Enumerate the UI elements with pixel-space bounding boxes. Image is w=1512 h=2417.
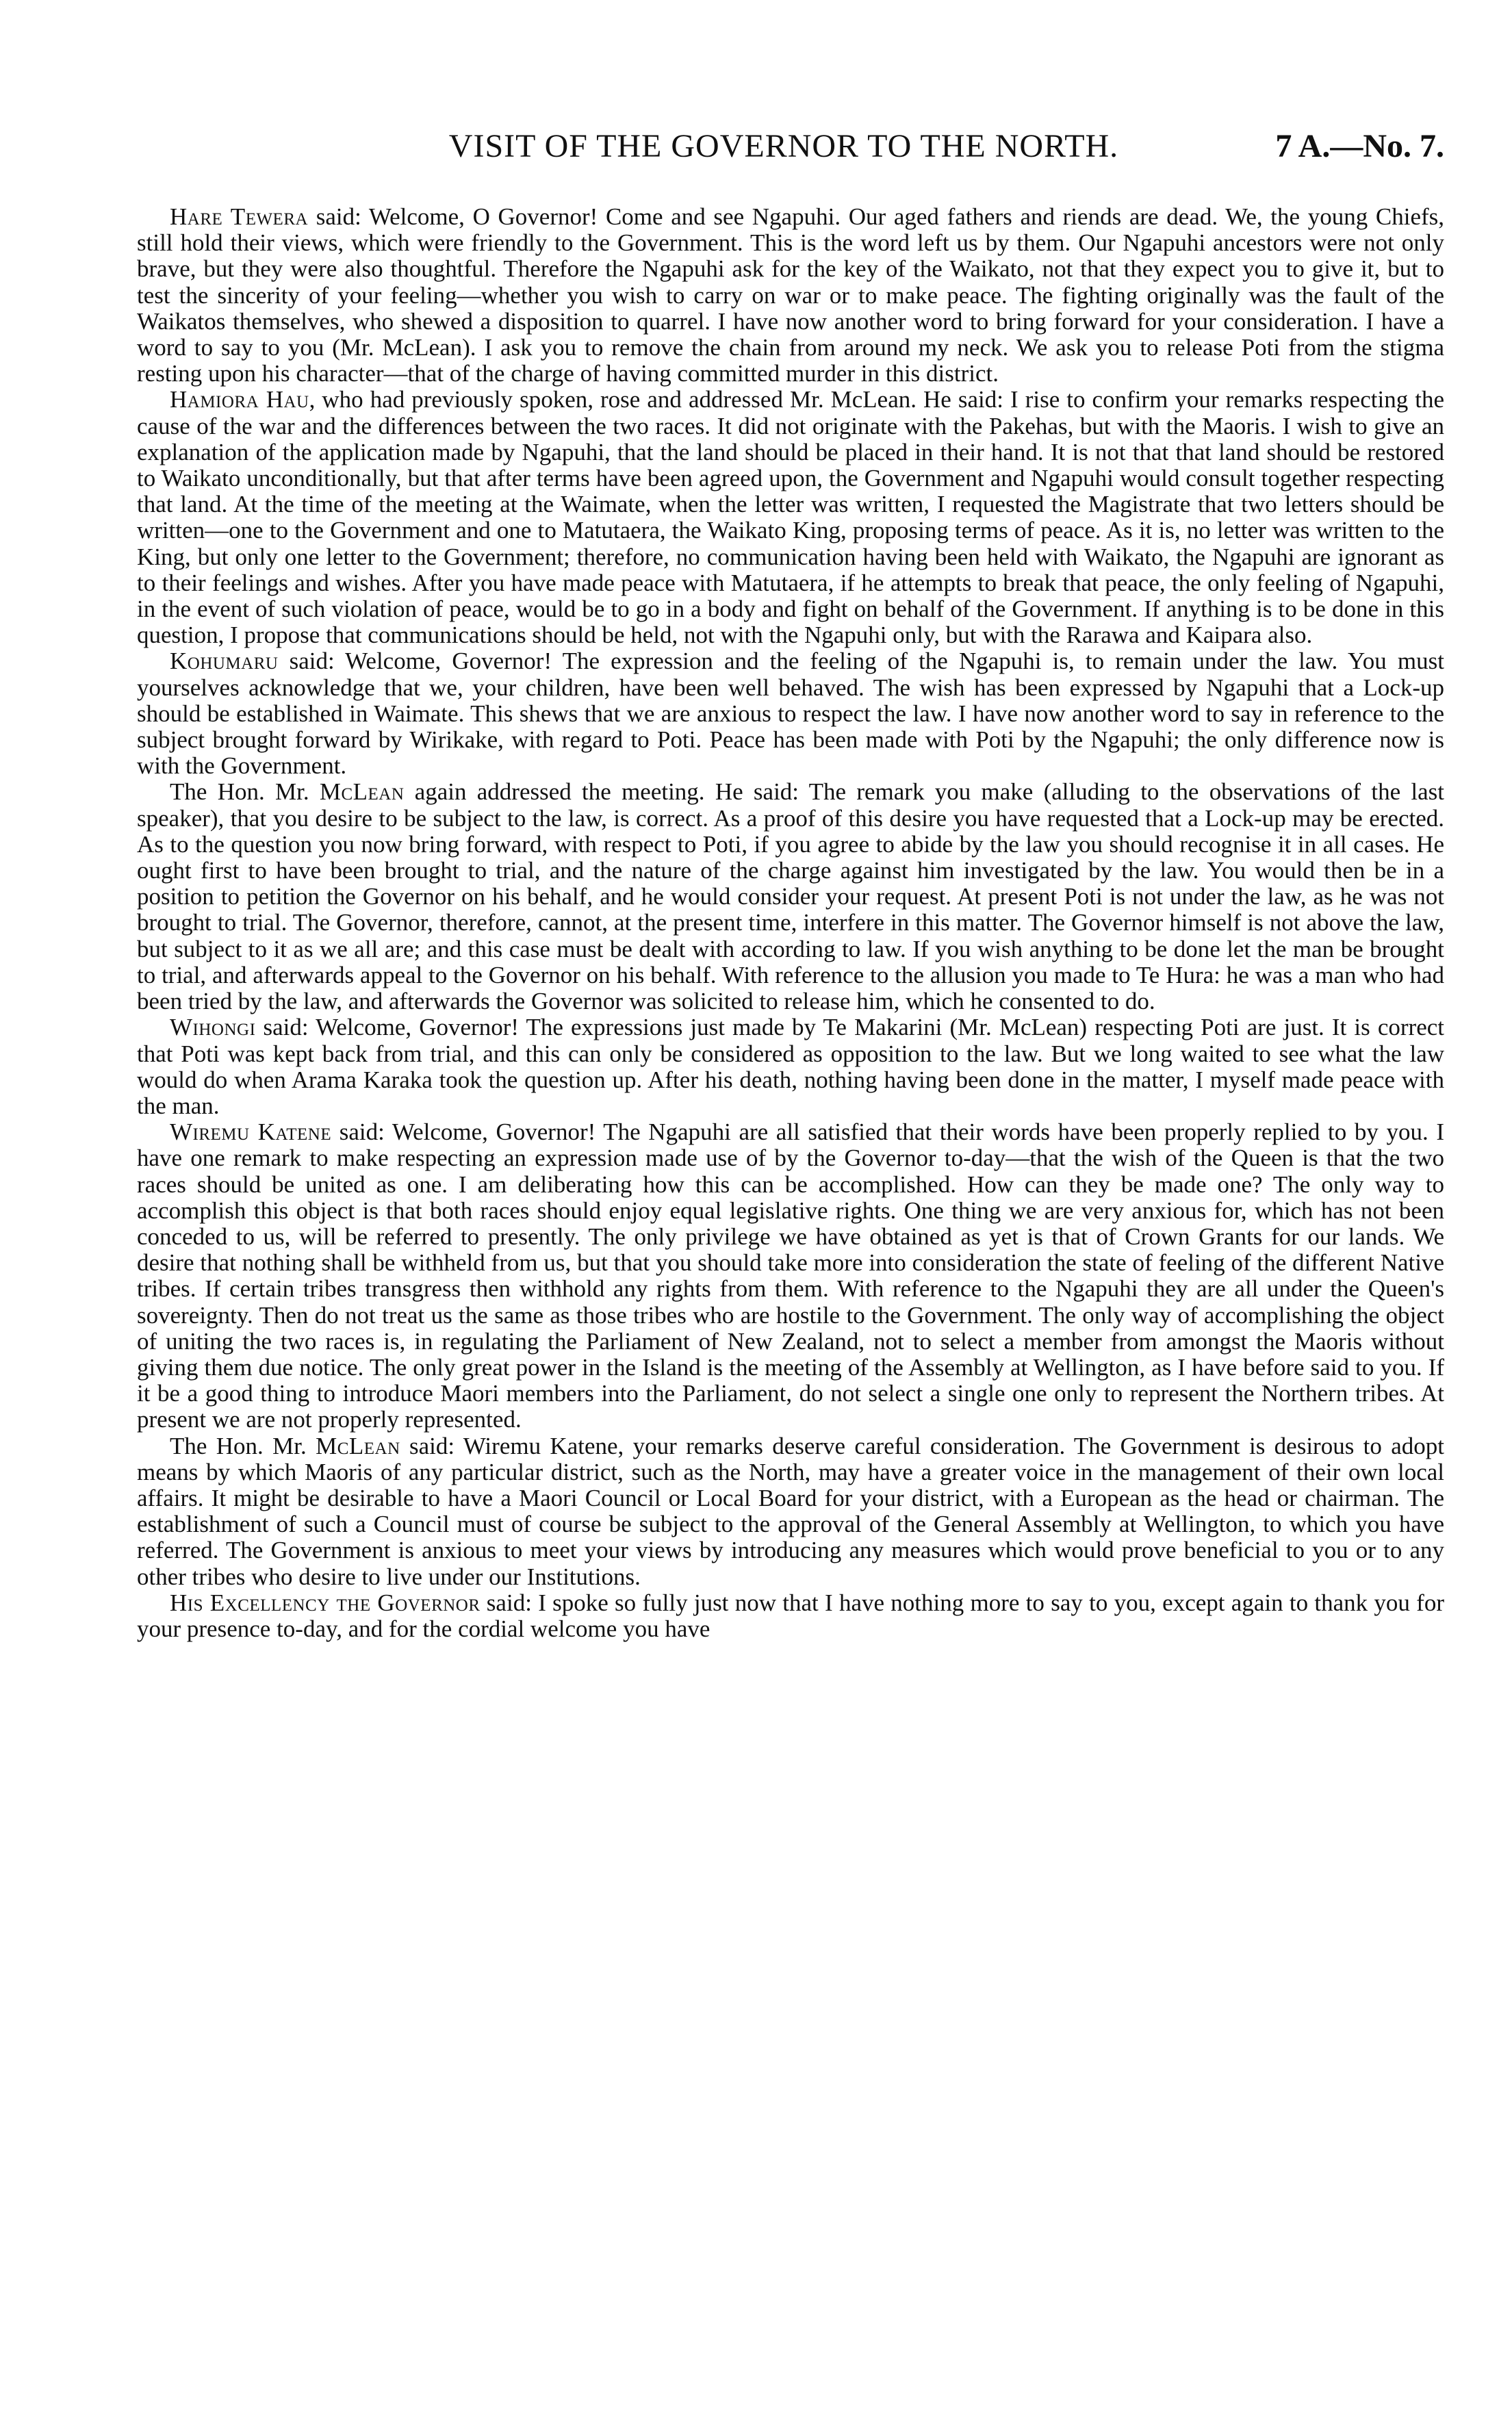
paragraph-text: said: I spoke so fully just now that I have nothing more to say to you, except again to thank you for your presence to-day, and for the cordial welcome you have	[137, 1589, 1444, 1642]
page-reference: 7 A.—No. 7.	[1275, 128, 1444, 164]
speaker-name: Wihongi	[170, 1014, 256, 1041]
paragraph-kohumaru	[137, 648, 1444, 779]
paragraph-text: , who had previously spoken, rose and addressed Mr. McLean. He said: I rise to confirm your remarks respecting the cause of the war and the differences between the two races. It did not originate with the Pakehas, but with the Maoris. I wish to give an explanation of the application made by Ngapuhi, that the land should be placed in their hand. It is not that that land should be restored to Waikato unconditionally, but that after terms have been agreed upon, the Government and Ngapuhi would consult together respecting that land. At the time of the meeting at the Waimate, when the letter was written, I requested the Magistrate that two letters should be written—one to the Government and one to Matutaera, the Waikato King, proposing terms of peace. As it is, no letter was written to the King, but only one letter to the Government; therefore, no communication having been held with Waikato, the Ngapuhi are ignorant as to their feelings and wishes. After you have made peace with Matutaera, if he attempts to break that peace, the only feeling of Ngapuhi, in the event of such violation of peace, would be to go in a body and fight on behalf of the Government. If anything is to be done in this question, I propose that communications should be held, not with the Ngapuhi only, but with the Rarawa and Kaipara also.	[137, 386, 1444, 649]
speaker-name: Hare Tewera	[170, 203, 309, 230]
paragraph-mclean-1	[137, 779, 1444, 1014]
speaker-name: McLean	[316, 1432, 400, 1459]
body-text	[137, 204, 1444, 1642]
speaker-name: McLean	[319, 778, 405, 806]
paragraph-text: said: Welcome, Governor! The expressions just made by Te Makarini (Mr. McLean) respecting Poti are just. It is correct that Poti was kept back from trial, and this can only be considered as opposition to the law. But we long waited to see what the law would do when Arama Karaka took the question up. After his death, nothing having been done in the matter, I myself made peace with the man.	[137, 1014, 1444, 1119]
paragraph-mclean-2	[137, 1433, 1444, 1590]
paragraph-hare-tewera	[137, 204, 1444, 387]
paragraph-hamiora-hau	[137, 387, 1444, 648]
speaker-prefix: The Hon. Mr.	[170, 778, 320, 806]
speaker-name: Kohumaru	[170, 648, 279, 675]
speaker-name: Hamiora Hau	[170, 386, 309, 413]
paragraph-text: said: Welcome, Governor! The expression and the feeling of the Ngapuhi is, to remain under the law. You must yourselves acknowledge that we, your children, have been well behaved. The wish has been expressed by Ngapuhi that a Lock-up should be established in Waimate. This shews that we are anxious to respect the law. I have now another word to say in reference to the subject brought forward by Wirikake, with regard to Poti. Peace has been made with Poti by the Ngapuhi; the only difference now is with the Government.	[137, 648, 1444, 780]
paragraph-text: said: Welcome, O Governor! Come and see Ngapuhi. Our aged fathers and riends are dead. We, the young Chiefs, still hold their views, which were friendly to the Government. This is the word left us by them. Our Ngapuhi ancestors were not only brave, but they were also thoughtful. Therefore the Ngapuhi ask for the key of the Waikato, not that they expect you to give it, but to test the sincerity of your feeling—whether you wish to carry on war or to make peace. The fighting originally was the fault of the Waikatos themselves, who shewed a disposition to quarrel. I have now another word to bring forward for your consideration. I have a word to say to you (Mr. McLean). I ask you to remove the chain from around my neck. We ask you to release Poti from the stigma resting upon his character—that of the charge of having committed murder in this district.	[137, 203, 1445, 387]
page-title: VISIT OF THE GOVERNOR TO THE NORTH.	[448, 128, 1119, 164]
speaker-prefix: The Hon. Mr.	[170, 1432, 316, 1459]
page-header	[123, 127, 1444, 182]
speaker-name: Wiremu Katene	[170, 1118, 332, 1146]
paragraph-text: said: Wiremu Katene, your remarks deserve careful consideration. The Government is desirous to adopt means by which Maoris of any particular district, such as the North, may have a greater voice in the management of their own local affairs. It might be desirable to have a Maori Council or Local Board for your district, with a European as the head or chairman. The establishment of such a Council must of course be subject to the approval of the General Assembly at Wellington, to which you have referred. The Government is anxious to meet your views by introducing any measures which would prove beneficial to you or to any other tribes who desire to live under our Institutions.	[137, 1432, 1444, 1590]
speaker-name: His Excellency the Governor	[170, 1589, 480, 1616]
paragraph-text: said: Welcome, Governor! The Ngapuhi are all satisfied that their words have been properly replied to by you. I have one remark to make respecting an expression made use of by the Governor to-day—that the wish of the Queen is that the two races should be united as one. I am deliberating how this can be accomplished. How can they be made one? The only way to accomplish this object is that both races should enjoy equal legislative rights. One thing we are very anxious for, which has not been conceded to us, will be referred to presently. The only privilege we have obtained as yet is that of Crown Grants for our lands. We desire that nothing shall be withheld from us, but that you should take more into consideration the state of feeling of the different Native tribes. If certain tribes transgress then withhold any rights from them. With reference to the Ngapuhi they are all under the Queen's sovereignty. Then do not treat us the same as those tribes who are hostile to the Government. The only way of accomplishing the object of uniting the two races is, in regulating the Parliament of New Zealand, not to select a member from amongst the Maoris without giving them due notice. The only great power in the Island is the meeting of the Assembly at Wellington, as I have before said to you. If it be a good thing to introduce Maori members into the Parliament, do not select a single one only to represent the Northern tribes. At present we are not properly represented.	[137, 1118, 1444, 1433]
paragraph-wihongi	[137, 1014, 1444, 1119]
paragraph-governor	[137, 1590, 1444, 1642]
paragraph-text: again addressed the meeting. He said: The remark you make (alluding to the observations of the last speaker), that you desire to be subject to the law, is correct. As a proof of this desire you have requested that a Lock-up may be erected. As to the question you now bring forward, with respect to Poti, if you agree to abide by the law you should recognise it in all cases. He ought first to have been brought to trial, and the nature of the charge against him investigated by the law. You would then be in a position to petition the Governor on his behalf, and he would consider your request. At present Poti is not under the law, as he was not brought to trial. The Governor, therefore, cannot, at the present time, interfere in this matter. The Governor himself is not above the law, but subject to it as we all are; and this case must be dealt with according to law. If you wish anything to be done let the man be brought to trial, and afterwards appeal to the Governor on his behalf. With reference to the allusion you made to Te Hura: he was a man who had been tried by the law, and afterwards the Governor was solicited to release him, which he consented to do.	[137, 778, 1444, 1015]
paragraph-wiremu-katene	[137, 1119, 1444, 1433]
scan-mark	[1422, 1991, 1436, 1999]
